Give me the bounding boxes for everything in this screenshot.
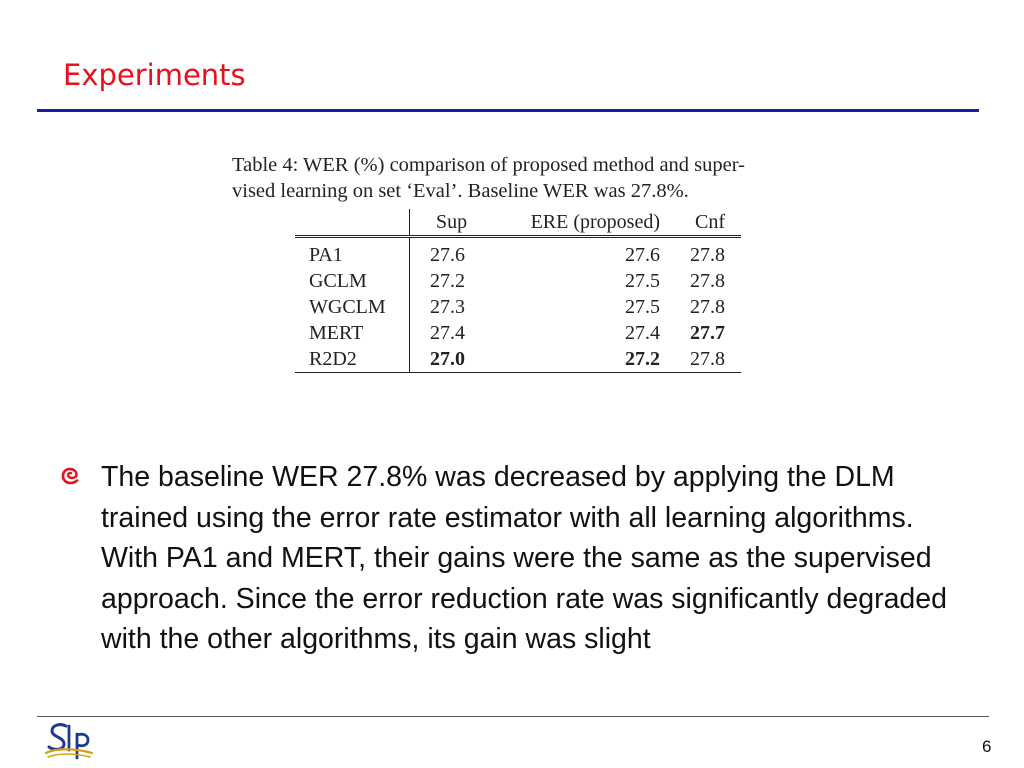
- cell-sup-best: 27.0: [410, 346, 491, 373]
- slp-logo: [44, 722, 94, 762]
- table-row: [295, 294, 741, 320]
- table-row: [295, 346, 741, 373]
- row-name: GCLM: [295, 268, 410, 294]
- header-cnf: Cnf: [670, 209, 741, 237]
- cell-cnf: 27.8: [690, 270, 725, 292]
- cell-ere: 27.6: [625, 244, 660, 266]
- caption-line-1: Table 4: WER (%) comparison of proposed method and super-: [232, 154, 745, 176]
- table-caption: [232, 152, 802, 204]
- header-ere: ERE (proposed): [490, 209, 670, 237]
- row-name: MERT: [295, 320, 410, 346]
- caption-line-2: vised learning on set ‘Eval’. Baseline WER was 27.8%.: [232, 180, 689, 202]
- header-cell-empty: [295, 209, 410, 237]
- footer-divider: [37, 716, 989, 717]
- header-sup: Sup: [410, 209, 491, 237]
- cell-sup: 27.2: [430, 270, 465, 292]
- cell-cnf: 27.8: [690, 296, 725, 318]
- cell-ere-best: 27.2: [490, 346, 670, 373]
- table-header-row: [295, 209, 741, 237]
- cell-cnf: 27.8: [670, 346, 741, 373]
- row-name: WGCLM: [295, 294, 410, 320]
- title-underline: [37, 109, 979, 112]
- table-row: [295, 268, 741, 294]
- swirl-bullet-icon: [60, 466, 80, 486]
- slide-title: Experiments: [63, 58, 246, 92]
- cell-cnf-best: 27.7: [690, 322, 725, 344]
- cell-ere: 27.4: [625, 322, 660, 344]
- row-name: PA1: [295, 237, 410, 269]
- table-figure: [232, 152, 802, 370]
- table-row: [295, 320, 741, 346]
- cell-ere: 27.5: [625, 296, 660, 318]
- wer-table: [295, 209, 741, 373]
- row-name: R2D2: [295, 346, 410, 373]
- table-row: [295, 237, 741, 269]
- cell-ere: 27.5: [625, 270, 660, 292]
- cell-sup: 27.4: [430, 322, 465, 344]
- cell-sup: 27.6: [430, 244, 465, 266]
- page-number: 6: [982, 737, 992, 756]
- cell-cnf: 27.8: [690, 244, 725, 266]
- bullet-text: The baseline WER 27.8% was decreased by applying the DLM trained using the error rate estimator with all learning algorithms. With PA1 and MERT, their gains were the same as the supervised approach. Since the error reduction rate was significantly degraded with the other algorithms, its gain was slight: [101, 461, 947, 655]
- cell-sup: 27.3: [430, 296, 465, 318]
